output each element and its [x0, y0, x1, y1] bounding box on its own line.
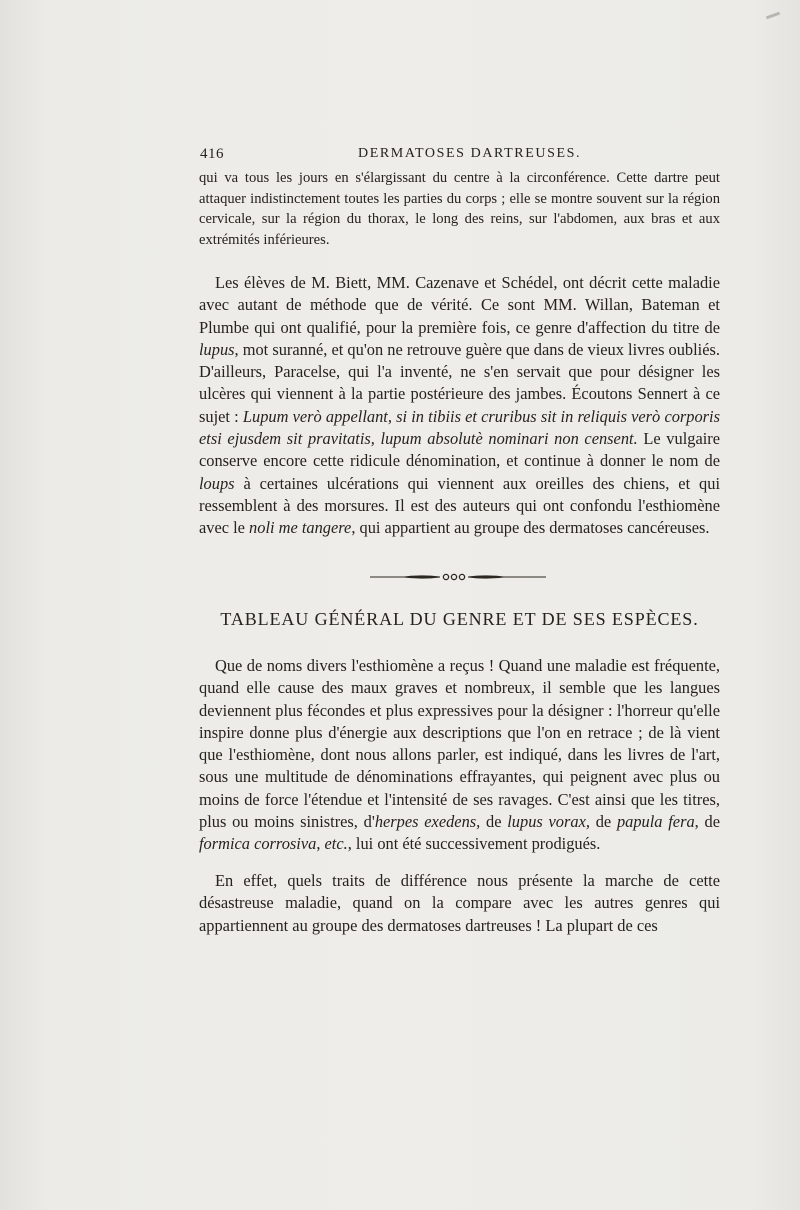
text-run: , lui ont été successivement prodigués. — [347, 834, 601, 854]
latin-quotation: Lupum verò appellant, si in tibiis et cruribus sit in reliquis verò corporis etsi ejusdem sit pravitatis, lupum absolutè nominari non censent. — [199, 406, 720, 449]
text-run: , — [316, 834, 325, 854]
paragraph-lupus-history — [199, 272, 720, 540]
text-run: Que de noms divers l'esthiomène a reçus ! Quand une maladie est fréquente, quand elle cause des maux graves et nombreux, il semble que les langues deviennent plus fécondes et plus expressives pour la désigner : l'horreur qu'elle inspire donne plus d'énergie aux descriptions que l'on en retrace ; de là vient que l'esthiomène, dont nous allons parler, est indiqué, dans les livres de l'art, sous une multitude de dénominations effrayantes, qui peignent avec plus ou moins de force l'étendue et l'intensité de ses ravages. C'est ainsi que les titres, plus ou moins sinistres, d' — [199, 656, 720, 832]
italic-term: lupus vorax, — [507, 812, 590, 832]
italic-term: etc. — [324, 834, 348, 854]
section-divider-ornament — [370, 570, 550, 584]
italic-term: noli me tangere — [249, 518, 352, 538]
text-run: Les élèves de M. Biett, MM. Cazenave et Schédel, ont décrit cette maladie avec autant de méthode que de vérité. Ce sont MM. Willan, Bateman et Plumbe qui ont qualifié, pour la première fois, ce genre d'affection du titre de — [199, 273, 720, 337]
italic-term: papula fera — [616, 812, 695, 832]
italic-term: lupus — [199, 339, 235, 359]
italic-term: herpes exedens, — [374, 812, 481, 832]
text-run: à certaines ulcérations qui viennent aux oreilles des chiens, et qui ressemblent à des morsures. Il est des auteurs qui ont confondu l'esthiomène avec le — [199, 473, 720, 538]
text-run: de — [589, 812, 617, 832]
running-head — [200, 146, 720, 166]
text-run: , mot suranné, et qu'on ne retrouve guère que dans de vieux livres oubliés. D'ailleurs, Paracelse, qui l'a inventé, ne s'en servait que pour désigner les ulcères qui viennent à la partie postérieure des jambes. Écoutons Sennert à ce sujet : — [199, 339, 720, 426]
text-run: , qui appartient au groupe des dermatoses cancéreuses. — [351, 518, 710, 538]
text-run: Le vulgaire conserve encore cette ridicule dénomination, et continue à donner le nom de — [199, 429, 721, 471]
text-run: , de — [694, 812, 720, 832]
italic-term: formica corrosiva — [199, 834, 317, 854]
paragraph-names-of-esthiomene — [199, 655, 720, 856]
italic-term: loups — [199, 473, 235, 493]
page-corner-mark — [766, 12, 780, 20]
section-title: TABLEAU GÉNÉRAL DU GENRE ET DE SES ESPÈCES. — [220, 609, 699, 629]
running-title: DERMATOSES DARTREUSES. — [358, 146, 582, 161]
continuation-paragraph: qui va tous les jours en s'élargissant du centre à la circonférence. Cette dartre peut attaquer indistinctement toutes les parties du corps ; elle se montre souvent sur la région cervicale, sur la région du thorax, le long des reins, sur l'abdomen, aux bras et aux extrémités inférieures. — [199, 170, 720, 248]
paragraph-differences: En effet, quels traits de différence nous présente la marche de cette désastreuse maladie, quand on la compare avec les autres genres qui appartiennent au groupe des dermatoses dartreuses ! La plupart de ces — [199, 871, 720, 935]
text-run: de — [480, 812, 508, 832]
page-number: 416 — [200, 146, 224, 162]
